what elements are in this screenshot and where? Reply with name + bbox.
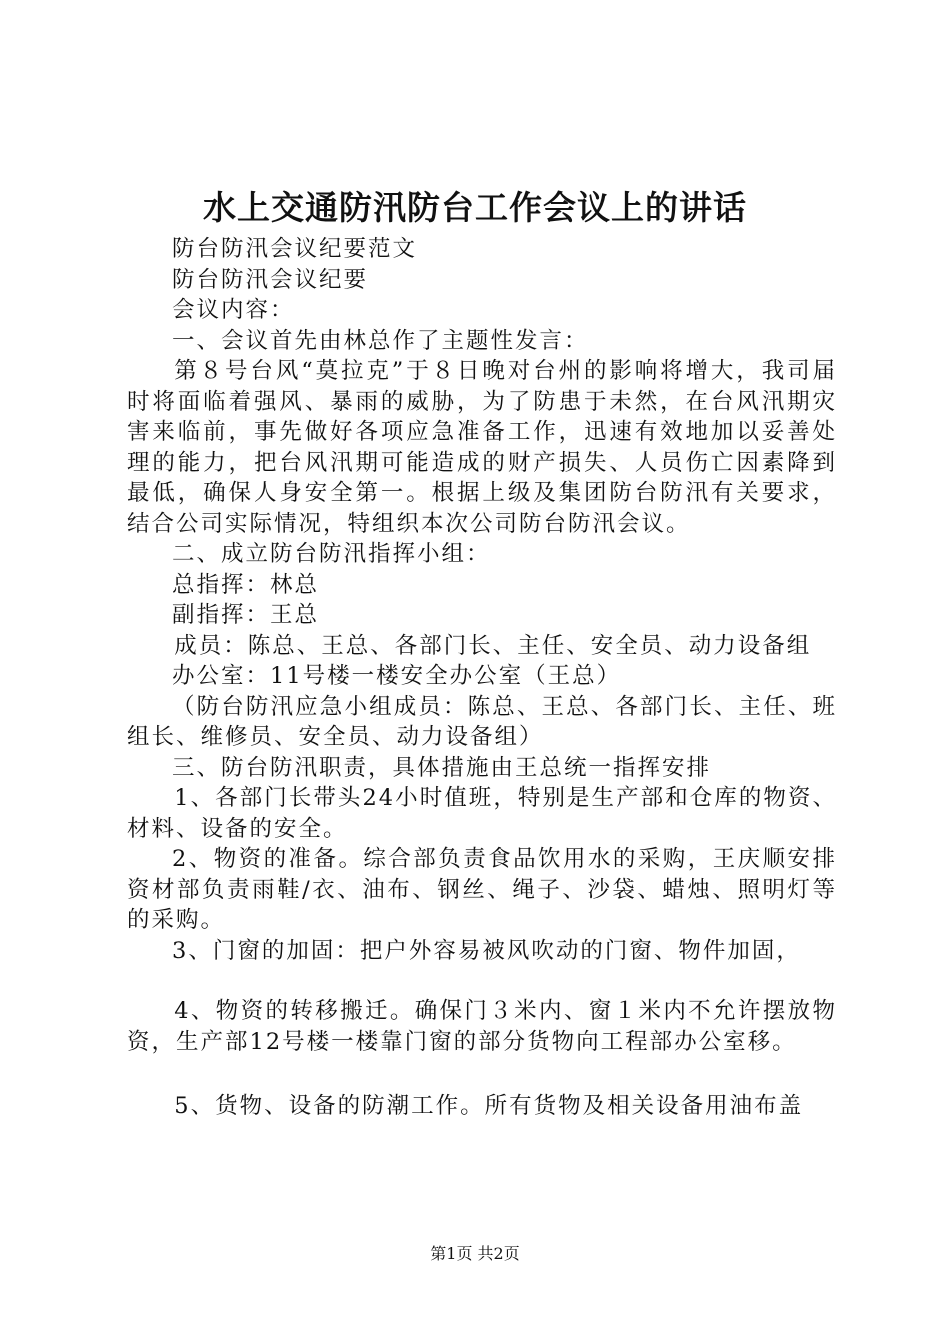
document-title: 水上交通防汛防台工作会议上的讲话: [203, 188, 747, 227]
paragraph: 第８号台风“莫拉克”于８日晚对台州的影响将增大，我司届时将面临着强风、暴雨的威胁，为了防患于未然，在台风汛期灾害来临前，事先做好各项应急准备工作，迅速有效地加以妥善处理的能力，把台风汛期可能造成的财产损失、人员伤亡因素降到最低，确保人身安全第一。根据上级及集团防台防汛有关要求，结合公司实际情况，特组织本次公司防台防汛会议。: [127, 358, 837, 537]
paragraph: 会议内容：: [172, 297, 295, 323]
paragraph: 防台防汛会议纪要: [172, 266, 369, 293]
paragraph: 1、各部门长带头24小时值班，特别是生产部和仓库的物资、材料、设备的安全。: [127, 785, 837, 842]
paragraph: 5、货物、设备的防潮工作。所有货物及相关设备用油布盖: [174, 1093, 804, 1119]
paragraph: 3、门窗的加固：把户外容易被风吹动的门窗、物件加固，: [172, 937, 801, 964]
paragraph: （防台防汛应急小组成员：陈总、王总、各部门长、主任、班组长、维修员、安全员、动力设备组）: [127, 693, 837, 750]
paragraph: 成员：陈总、王总、各部门长、主任、安全员、动力设备组: [174, 632, 812, 659]
document-body: [127, 234, 837, 1122]
paragraph: 副指挥：王总: [172, 602, 320, 628]
paragraph: 4、物资的转移搬迁。确保门３米内、窗１米内不允许摆放物资，生产部12号楼一楼靠门窗的部分货物向工程部办公室移。: [127, 998, 837, 1055]
paragraph: 二、成立防台防汛指挥小组：: [172, 541, 491, 567]
paragraph: 三、防台防汛职责，具体措施由王总统一指挥安排: [172, 754, 712, 781]
paragraph: 防台防汛会议纪要范文: [172, 236, 418, 262]
page-footer: 第1页 共2页: [430, 1244, 520, 1263]
paragraph: 一、会议首先由林总作了主题性发言：: [172, 327, 589, 354]
paragraph: 办公室：11号楼一楼安全办公室（王总）: [172, 663, 622, 689]
blank-line: [127, 966, 837, 996]
paragraph: 总指挥：林总: [172, 571, 320, 598]
blank-line: [127, 1057, 837, 1091]
paragraph: 2、物资的准备。综合部负责食品饮用水的采购，王庆顺安排资材部负责雨鞋/衣、油布、钢丝、绳子、沙袋、蜡烛、照明灯等的采购。: [127, 846, 837, 933]
